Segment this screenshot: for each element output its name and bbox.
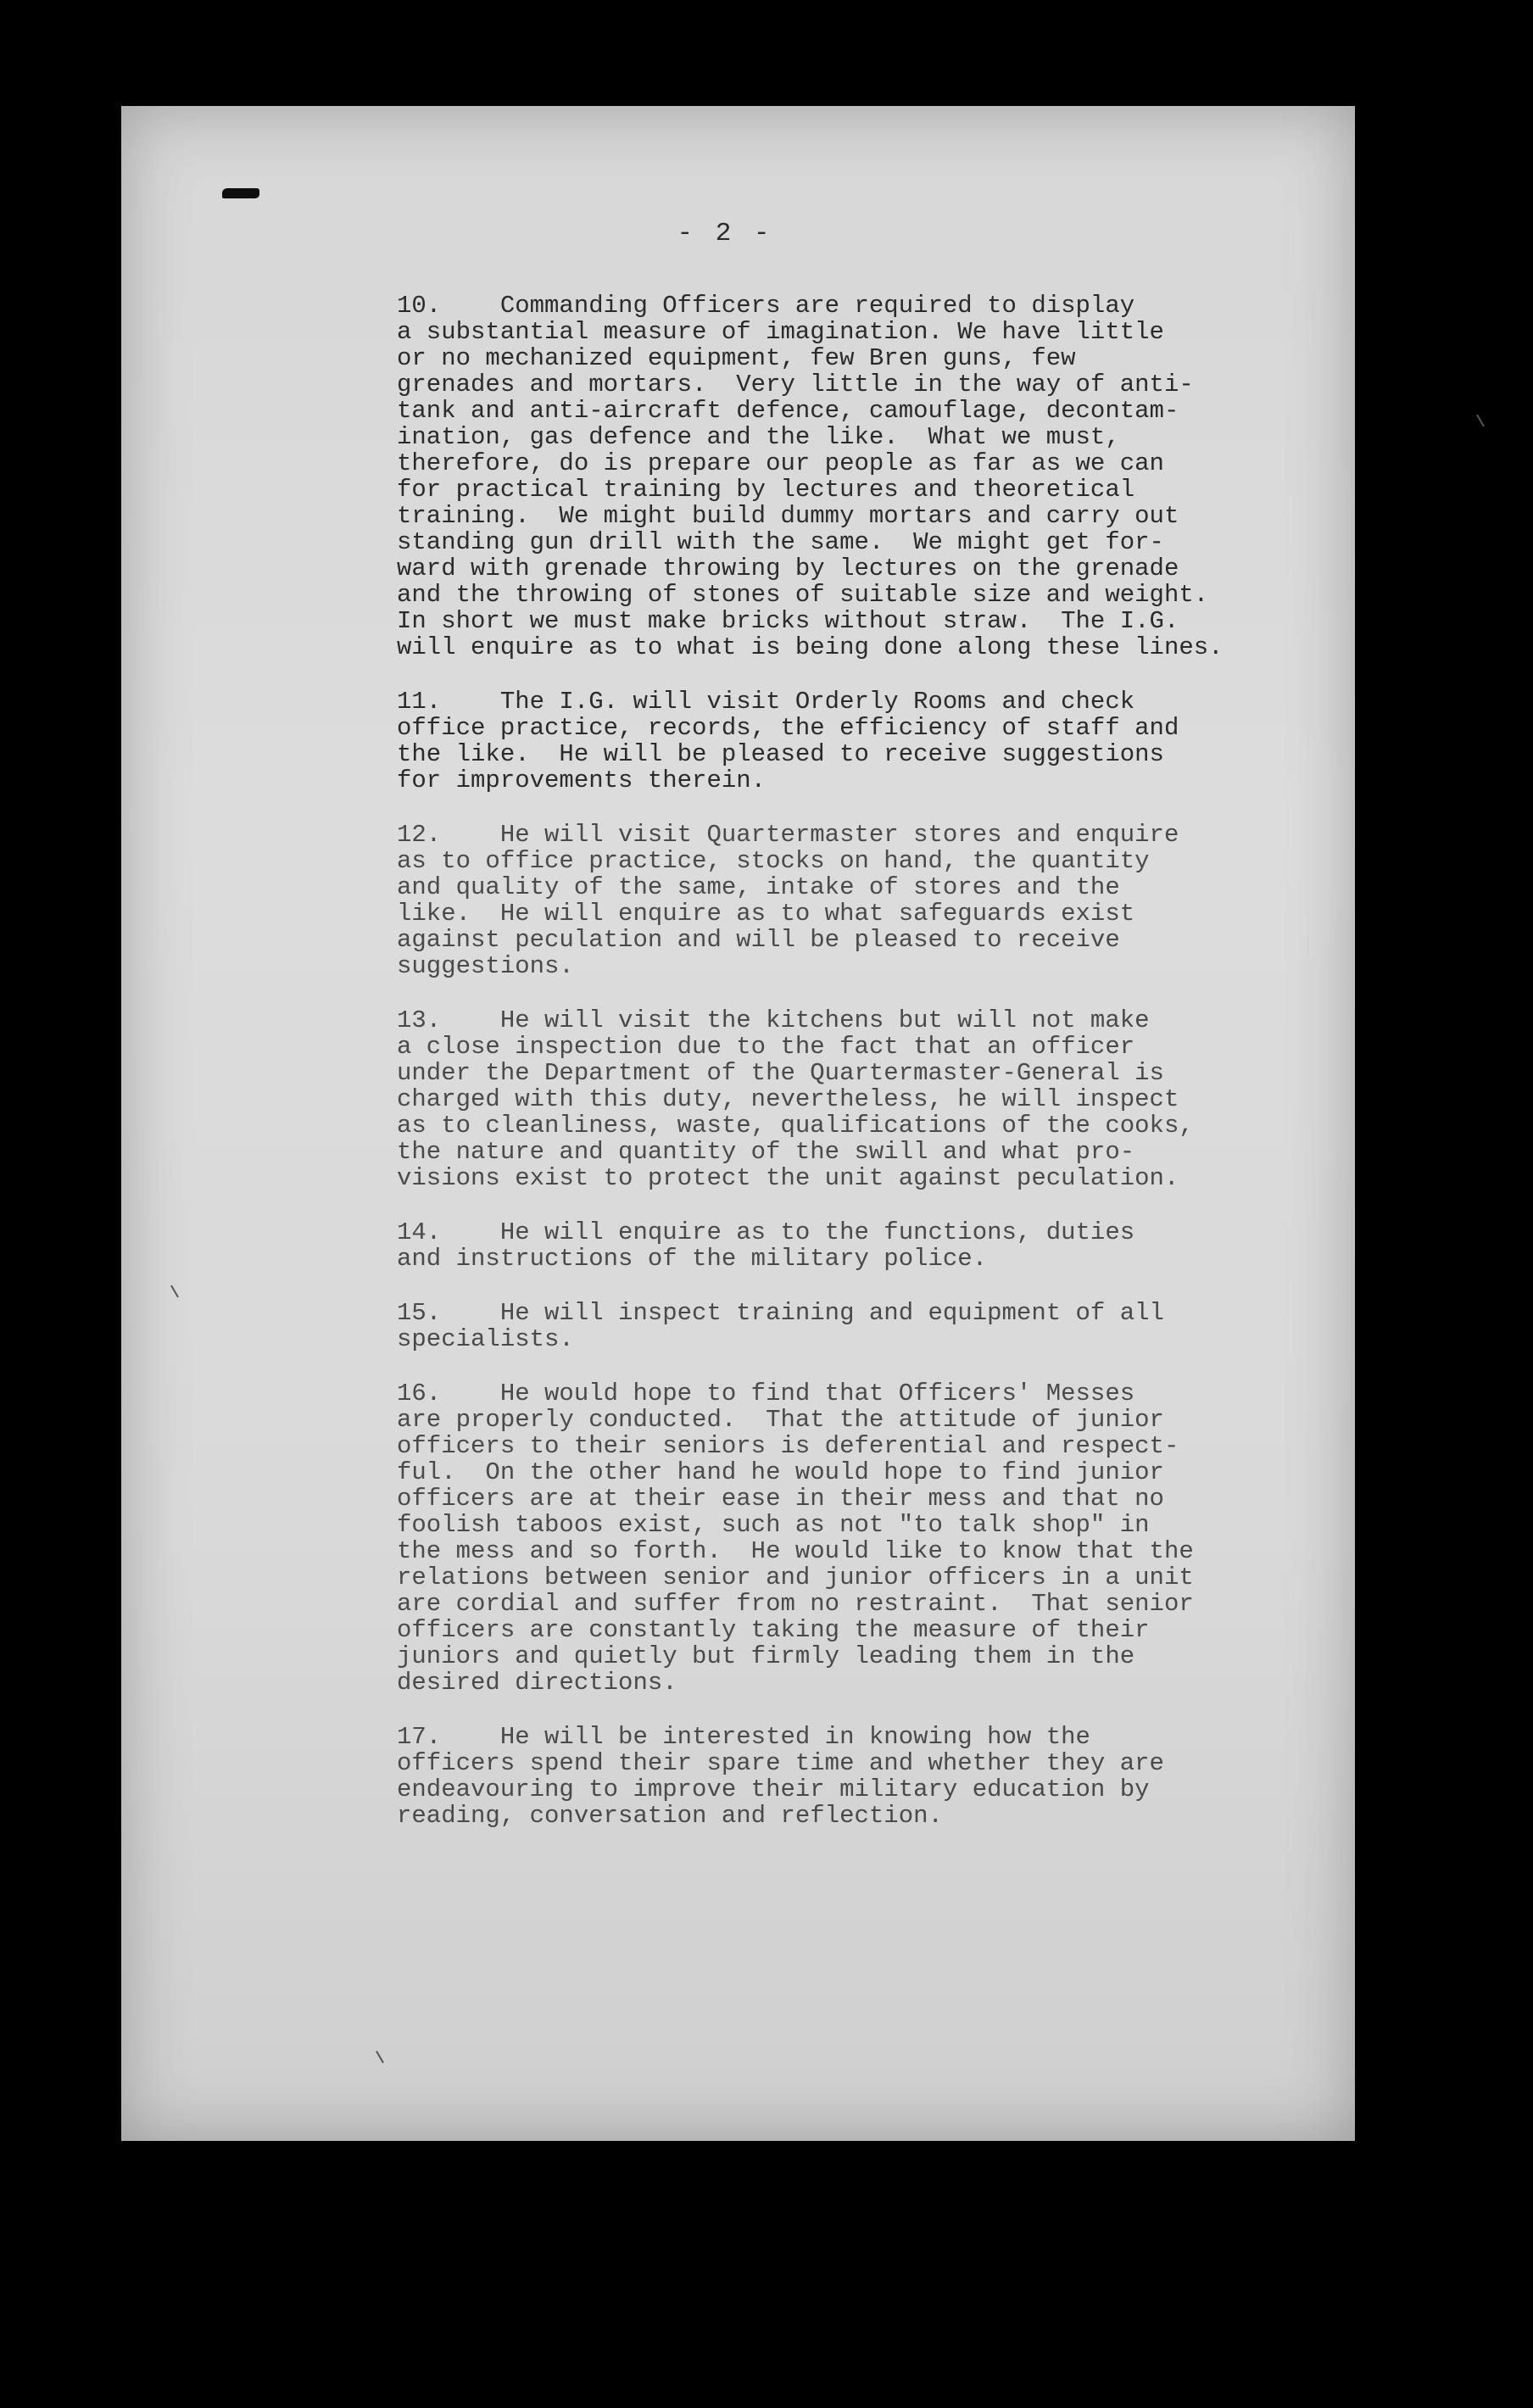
- text-line: grenades and mortars. Very little in the way of anti-: [397, 371, 1194, 399]
- text-line: 10. Commanding Officers are required to display: [397, 292, 1135, 320]
- text-line: juniors and quietly but firmly leading them in the: [397, 1642, 1135, 1670]
- text-line: foolish taboos exist, such as not "to talk shop" in: [397, 1511, 1150, 1539]
- text-line: therefore, do is prepare our people as far as we can: [397, 449, 1164, 477]
- text-line: as to cleanliness, waste, qualifications of the cooks,: [397, 1112, 1194, 1140]
- text-line: officers are constantly taking the measure of their: [397, 1616, 1150, 1644]
- text-line: for practical training by lectures and theoretical: [397, 476, 1135, 504]
- text-line: a close inspection due to the fact that an officer: [397, 1033, 1135, 1061]
- paragraph: [397, 822, 1287, 979]
- text-line: tank and anti-aircraft defence, camouflage, decontam-: [397, 397, 1179, 425]
- text-line: training. We might build dummy mortars and carry out: [397, 502, 1179, 530]
- text-line: the nature and quantity of the swill and what pro-: [397, 1138, 1135, 1166]
- paragraph: [397, 1300, 1287, 1352]
- text-line: ination, gas defence and the like. What we must,: [397, 423, 1120, 451]
- paragraph: [397, 1724, 1287, 1829]
- text-line: 12. He will visit Quartermaster stores and enquire: [397, 821, 1179, 849]
- text-line: are cordial and suffer from no restraint. That senior: [397, 1590, 1194, 1618]
- paragraph: [397, 1380, 1287, 1696]
- text-line: ful. On the other hand he would hope to find junior: [397, 1458, 1164, 1486]
- text-line: the like. He will be pleased to receive suggestions: [397, 740, 1164, 768]
- text-line: and the throwing of stones of suitable size and weight.: [397, 581, 1209, 609]
- paragraph: [397, 293, 1287, 661]
- text-line: charged with this duty, nevertheless, he will inspect: [397, 1085, 1179, 1113]
- text-line: ward with grenade throwing by lectures on the grenade: [397, 555, 1179, 582]
- text-line: or no mechanized equipment, few Bren guns, few: [397, 344, 1076, 372]
- paragraph: [397, 1007, 1287, 1191]
- text-line: specialists.: [397, 1325, 574, 1353]
- page-number: - 2 -: [677, 219, 773, 248]
- text-line: suggestions.: [397, 952, 574, 980]
- text-line: are properly conducted. That the attitude of junior: [397, 1406, 1164, 1434]
- text-line: desired directions.: [397, 1669, 677, 1697]
- text-line: 13. He will visit the kitchens but will not make: [397, 1006, 1150, 1034]
- text-line: 14. He will enquire as to the functions, duties: [397, 1218, 1135, 1246]
- document-body: [397, 293, 1287, 1857]
- ink-mark: [222, 188, 259, 198]
- text-line: 17. He will be interested in knowing how the: [397, 1723, 1090, 1751]
- text-line: 11. The I.G. will visit Orderly Rooms and check: [397, 688, 1135, 716]
- text-line: like. He will enquire as to what safeguards exist: [397, 900, 1135, 928]
- text-line: 15. He will inspect training and equipment of all: [397, 1299, 1164, 1327]
- text-line: reading, conversation and reflection.: [397, 1802, 943, 1830]
- paragraph: [397, 688, 1287, 794]
- text-line: the mess and so forth. He would like to know that the: [397, 1537, 1194, 1565]
- text-line: officers to their seniors is deferential and respect-: [397, 1432, 1179, 1460]
- text-line: endeavouring to improve their military education by: [397, 1775, 1150, 1803]
- text-line: will enquire as to what is being done along these lines.: [397, 633, 1224, 661]
- text-line: and instructions of the military police.: [397, 1245, 988, 1273]
- text-line: office practice, records, the efficiency of staff and: [397, 714, 1179, 742]
- text-line: for improvements therein.: [397, 766, 766, 794]
- scan-speck: [1476, 415, 1485, 427]
- text-line: standing gun drill with the same. We might get for-: [397, 528, 1164, 556]
- text-line: relations between senior and junior officers in a unit: [397, 1564, 1194, 1591]
- text-line: officers are at their ease in their mess and that no: [397, 1485, 1164, 1513]
- text-line: as to office practice, stocks on hand, the quantity: [397, 847, 1150, 875]
- text-line: against peculation and will be pleased to receive: [397, 926, 1120, 954]
- text-line: 16. He would hope to find that Officers' Messes: [397, 1380, 1135, 1407]
- text-line: officers spend their spare time and whether they are: [397, 1749, 1164, 1777]
- text-line: a substantial measure of imagination. We have little: [397, 318, 1164, 346]
- paragraph: [397, 1219, 1287, 1272]
- text-line: visions exist to protect the unit against peculation.: [397, 1164, 1179, 1192]
- text-line: In short we must make bricks without straw. The I.G.: [397, 607, 1179, 635]
- text-line: under the Department of the Quartermaster-General is: [397, 1059, 1164, 1087]
- text-line: and quality of the same, intake of stores and the: [397, 873, 1120, 901]
